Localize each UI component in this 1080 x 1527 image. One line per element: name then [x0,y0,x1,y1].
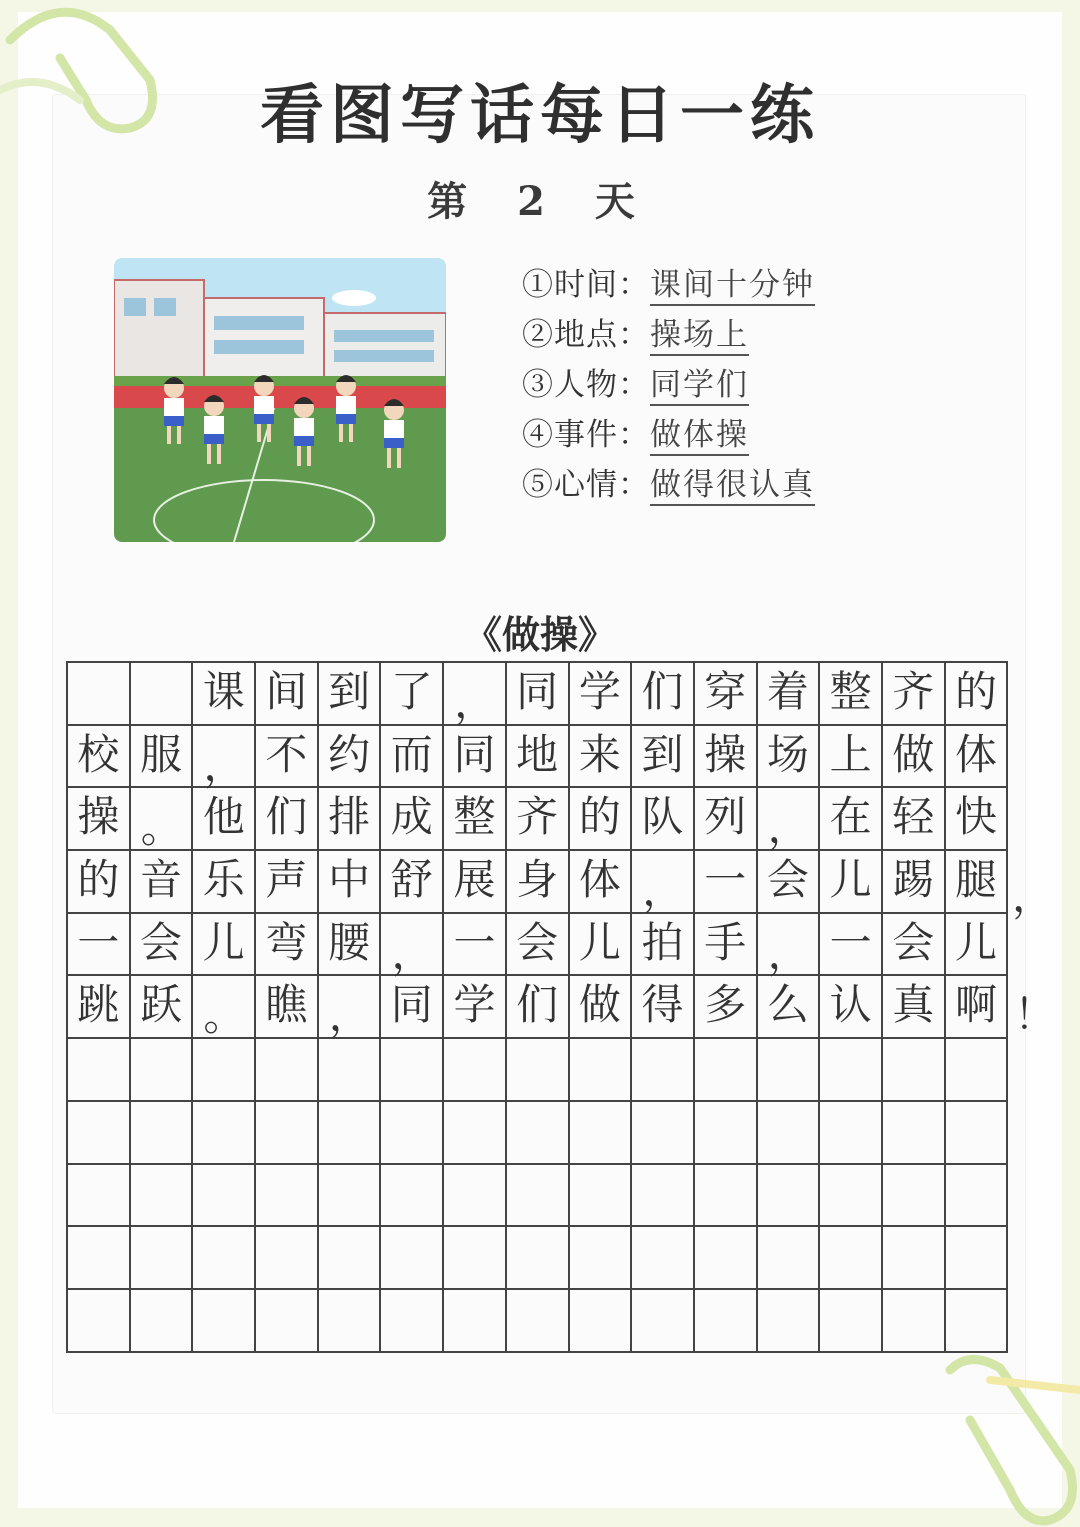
grid-cell-empty[interactable] [256,1290,319,1353]
grid-cell-empty[interactable] [381,1102,444,1165]
grid-cell [131,663,194,726]
grid-cell-empty[interactable] [883,1290,946,1353]
exercise-scene-image [114,258,446,542]
grid-cell-empty[interactable] [131,1165,194,1228]
grid-cell: 会 [883,914,946,977]
info-value: 操场上 [650,317,749,356]
grid-cell: 做 [883,726,946,789]
grid-cell-empty[interactable] [193,1165,256,1228]
grid-cell-empty[interactable] [883,1039,946,1102]
grid-cell: 会 [758,851,821,914]
grid-cell-empty[interactable] [946,1165,1009,1228]
grid-cell-empty[interactable] [946,1290,1009,1353]
info-row-event [522,412,982,462]
grid-cell: 校 [68,726,131,789]
grid-cell-empty[interactable] [507,1102,570,1165]
grid-cell-empty[interactable] [131,1227,194,1290]
grid-cell-empty[interactable] [570,1102,633,1165]
grid-cell: 会 [507,914,570,977]
grid-cell-empty[interactable] [570,1039,633,1102]
grid-cell: 体 [946,726,1009,789]
grid-cell: 展 [444,851,507,914]
grid-cell: 做 [570,976,633,1039]
info-label: ②地点： [522,317,650,353]
grid-cell: 了 [381,663,444,726]
grid-cell-empty[interactable] [68,1102,131,1165]
grid-cell: 整 [820,663,883,726]
grid-cell: 约 [319,726,382,789]
grid-cell: 儿 [820,851,883,914]
overflow-punctuation: ！ [1014,990,1057,1039]
grid-cell-empty[interactable] [570,1290,633,1353]
grid-cell: 认 [820,976,883,1039]
grid-cell: 到 [632,726,695,789]
grid-cell: 列 [695,788,758,851]
grid-cell-empty[interactable] [68,1227,131,1290]
grid-cell-empty[interactable] [319,1227,382,1290]
grid-cell: 排 [319,788,382,851]
grid-cell: 儿 [570,914,633,977]
grid-cell-empty[interactable] [632,1290,695,1353]
grid-cell: 学 [570,663,633,726]
grid-cell: 么 [758,976,821,1039]
grid-cell: 一 [820,914,883,977]
grid-cell-empty[interactable] [381,1227,444,1290]
grid-cell: 音 [131,851,194,914]
grid-cell-empty[interactable] [758,1290,821,1353]
info-label: ③人物： [522,367,650,403]
grid-cell-empty[interactable] [946,1039,1009,1102]
grid-cell: 同 [381,976,444,1039]
grid-cell-empty[interactable] [319,1165,382,1228]
grid-cell-empty[interactable] [883,1165,946,1228]
grid-cell: 一 [695,851,758,914]
info-row-people [522,362,982,412]
grid-cell: 在 [820,788,883,851]
grid-cell: 们 [507,976,570,1039]
grid-cell: ， [193,726,256,789]
grid-cell: 儿 [193,914,256,977]
grid-cell-empty[interactable] [695,1290,758,1353]
info-value: 做得很认真 [650,467,815,506]
grid-cell-empty[interactable] [68,1290,131,1353]
grid-cell: 腰 [319,914,382,977]
grid-cell: 啊 [946,976,1009,1039]
grid-cell: 操 [695,726,758,789]
grid-cell-empty[interactable] [820,1165,883,1228]
grid-cell-empty[interactable] [570,1227,633,1290]
grid-cell-empty[interactable] [820,1290,883,1353]
grid-cell [68,663,131,726]
grid-cell-empty[interactable] [381,1165,444,1228]
grid-cell-empty[interactable] [444,1039,507,1102]
grid-cell-empty[interactable] [695,1165,758,1228]
grid-cell: 服 [131,726,194,789]
grid-cell: ， [381,914,444,977]
grid-cell-empty[interactable] [444,1290,507,1353]
grid-cell: 舒 [381,851,444,914]
grid-cell-empty[interactable] [695,1102,758,1165]
page-title: 看图写话每日一练 [260,78,820,153]
grid-cell-empty[interactable] [381,1039,444,1102]
grid-cell: 齐 [507,788,570,851]
info-value: 做体操 [650,417,749,456]
grid-cell: 中 [319,851,382,914]
grid-cell: 一 [68,914,131,977]
grid-cell: ， [632,851,695,914]
grid-cell: 间 [256,663,319,726]
grid-cell: ， [758,914,821,977]
grid-cell: 地 [507,726,570,789]
grid-cell-empty[interactable] [131,1290,194,1353]
grid-cell-empty[interactable] [632,1102,695,1165]
grid-cell-empty[interactable] [193,1102,256,1165]
grid-cell: 的 [946,663,1009,726]
grid-cell: 腿 [946,851,1009,914]
grid-cell: 课 [193,663,256,726]
playground-illustration [114,258,446,542]
grid-cell: 们 [256,788,319,851]
grid-cell-empty[interactable] [758,1165,821,1228]
grid-cell: 来 [570,726,633,789]
grid-cell-empty[interactable] [68,1039,131,1102]
grid-cell: 体 [570,851,633,914]
grid-cell-empty[interactable] [695,1227,758,1290]
info-list [522,262,982,512]
grid-cell: 们 [632,663,695,726]
grid-cell-empty[interactable] [256,1165,319,1228]
grid-cell: 拍 [632,914,695,977]
essay-title: 《做操》 [463,612,616,657]
grid-cell-empty[interactable] [256,1039,319,1102]
grid-cell-empty[interactable] [820,1039,883,1102]
grid-cell: 真 [883,976,946,1039]
grid-cell: 到 [319,663,382,726]
grid-cell: 整 [444,788,507,851]
grid-cell: 声 [256,851,319,914]
grid-cell-empty[interactable] [758,1102,821,1165]
grid-cell: 手 [695,914,758,977]
grid-cell-empty[interactable] [820,1227,883,1290]
grid-cell: 同 [507,663,570,726]
grid-cell-empty[interactable] [758,1227,821,1290]
grid-cell: 他 [193,788,256,851]
grid-cell: 学 [444,976,507,1039]
grid-cell-empty[interactable] [256,1102,319,1165]
grid-cell-empty[interactable] [444,1102,507,1165]
grid-cell: 快 [946,788,1009,851]
grid-cell-empty[interactable] [632,1165,695,1228]
info-label: ①时间： [522,267,650,303]
grid-cell: 成 [381,788,444,851]
grid-cell: 同 [444,726,507,789]
grid-cell: 会 [131,914,194,977]
day-label: 第 2 天 [427,178,653,225]
paper-clip-icon [930,1350,1080,1527]
grid-cell: 。 [193,976,256,1039]
grid-cell: ， [444,663,507,726]
grid-cell: 弯 [256,914,319,977]
info-row-place [522,312,982,362]
grid-cell-empty[interactable] [946,1227,1009,1290]
grid-cell: 不 [256,726,319,789]
grid-cell: 场 [758,726,821,789]
grid-cell: 队 [632,788,695,851]
grid-cell-empty[interactable] [507,1290,570,1353]
grid-cell: 儿 [946,914,1009,977]
grid-cell: 跳 [68,976,131,1039]
grid-cell-empty[interactable] [68,1165,131,1228]
grid-cell-empty[interactable] [319,1102,382,1165]
overflow-punctuation: ， [1012,872,1055,921]
info-value: 课间十分钟 [650,267,815,306]
grid-cell-empty[interactable] [632,1039,695,1102]
grid-cell: 。 [131,788,194,851]
grid-cell-empty[interactable] [632,1227,695,1290]
info-label: ⑤心情： [522,467,650,503]
grid-cell-empty[interactable] [131,1039,194,1102]
grid-cell: 身 [507,851,570,914]
grid-cell-empty[interactable] [319,1039,382,1102]
grid-cell: 轻 [883,788,946,851]
grid-cell-empty[interactable] [758,1039,821,1102]
grid-cell: 上 [820,726,883,789]
grid-cell: 乐 [193,851,256,914]
grid-cell: 一 [444,914,507,977]
info-row-time [522,262,982,312]
grid-cell: 穿 [695,663,758,726]
grid-cell-empty[interactable] [883,1227,946,1290]
grid-cell-empty[interactable] [256,1227,319,1290]
grid-cell: 的 [68,851,131,914]
grid-cell: 着 [758,663,821,726]
grid-cell-empty[interactable] [695,1039,758,1102]
grid-cell: 的 [570,788,633,851]
grid-cell-empty[interactable] [444,1165,507,1228]
grid-cell: 齐 [883,663,946,726]
grid-cell: ， [319,976,382,1039]
grid-cell-empty[interactable] [131,1102,194,1165]
grid-cell-empty[interactable] [507,1165,570,1228]
grid-cell: 瞧 [256,976,319,1039]
grid-cell: 操 [68,788,131,851]
grid-cell-empty[interactable] [193,1039,256,1102]
grid-cell-empty[interactable] [193,1290,256,1353]
grid-cell-empty[interactable] [507,1039,570,1102]
grid-cell-empty[interactable] [381,1290,444,1353]
grid-cell: 多 [695,976,758,1039]
grid-cell-empty[interactable] [319,1290,382,1353]
grid-cell-empty[interactable] [193,1227,256,1290]
info-label: ④事件： [522,417,650,453]
info-value: 同学们 [650,367,749,406]
grid-cell: 而 [381,726,444,789]
grid-cell: 踢 [883,851,946,914]
grid-cell-empty[interactable] [444,1227,507,1290]
grid-cell: ， [758,788,821,851]
grid-cell-empty[interactable] [507,1227,570,1290]
grid-cell-empty[interactable] [570,1165,633,1228]
grid-cell: 得 [632,976,695,1039]
grid-cell: 跃 [131,976,194,1039]
grid-cell-empty[interactable] [820,1102,883,1165]
writing-grid [66,661,1008,1353]
info-row-mood [522,462,982,512]
grid-cell-empty[interactable] [883,1102,946,1165]
grid-cell-empty[interactable] [946,1102,1009,1165]
